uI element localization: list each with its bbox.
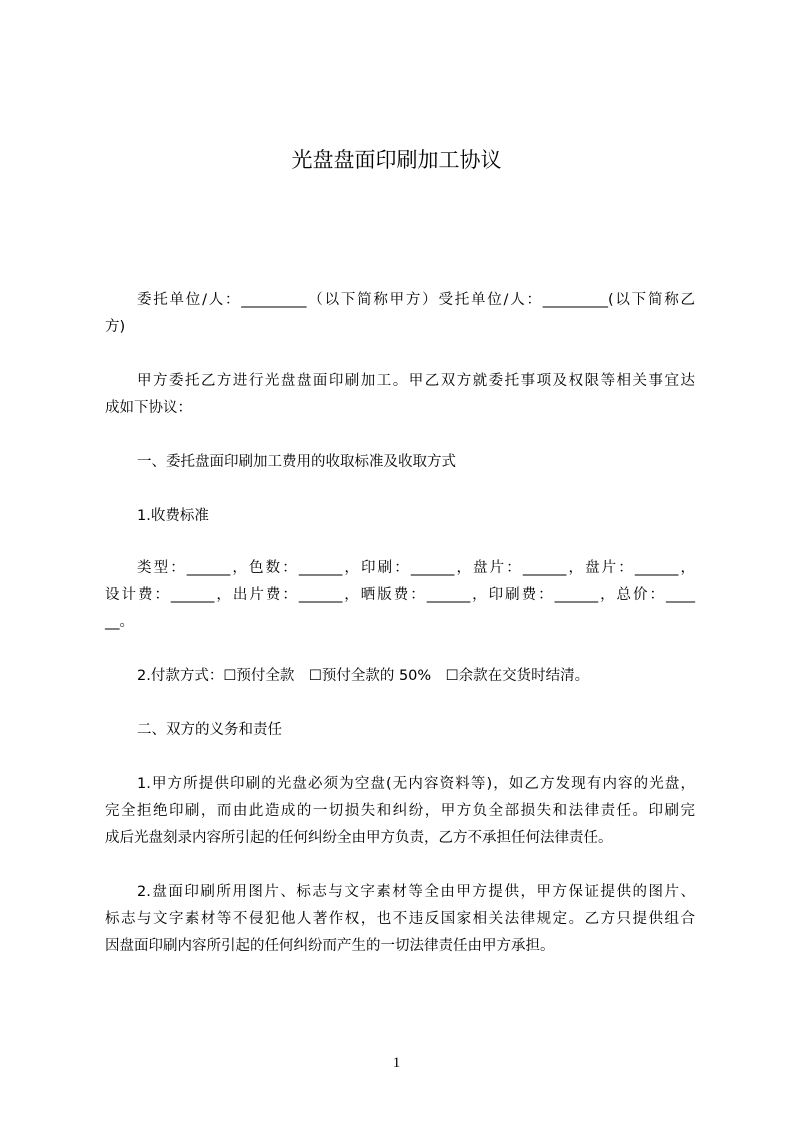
- page-number: 1: [392, 1055, 401, 1071]
- intro-line-2: 成如下协议：: [105, 400, 192, 416]
- fee-line-2: 设计费：______，出片费：______，晒版费：______，印刷费：______，总价：____: [105, 587, 695, 603]
- section2-heading: 二、双方的义务和责任: [137, 722, 282, 738]
- document-title: 光盘盘面印刷加工协议: [291, 148, 502, 172]
- parties-line-1: 委托单位/人：_________（以下简称甲方）受托单位/人：_________(以下简称乙: [137, 292, 695, 308]
- fee-line-1: 类型：______，色数：______，印刷：______，盘片：______，盘片：______，: [137, 560, 695, 576]
- duty1-line-3: 成后光盘刻录内容所引起的任何纠纷全由甲方负责，乙方不承担任何法律责任。: [105, 830, 613, 846]
- section1-heading: 一、委托盘面印刷加工费用的收取标准及收取方式: [137, 454, 456, 470]
- duty2-line-2: 标志与文字素材等不侵犯他人著作权，也不违反国家相关法律规定。乙方只提供组合: [105, 911, 695, 927]
- duty2-line-3: 因盘面印刷内容所引起的任何纠纷而产生的一切法律责任由甲方承担。: [105, 938, 555, 954]
- payment-method: 2.付款方式：☐预付全款 ☐预付全款的 50% ☐余款在交货时结清。: [137, 668, 590, 684]
- fee-standard-heading: 1.收费标准: [137, 508, 209, 524]
- duty1-line-1: 1.甲方所提供印刷的光盘必须为空盘(无内容资料等)，如乙方发现有内容的光盘，: [137, 776, 695, 792]
- fee-line-3: __。: [105, 614, 134, 630]
- duty2-line-1: 2.盘面印刷所用图片、标志与文字素材等全由甲方提供，甲方保证提供的图片、: [137, 884, 695, 900]
- intro-line-1: 甲方委托乙方进行光盘盘面印刷加工。甲乙双方就委托事项及权限等相关事宜达: [137, 373, 695, 389]
- parties-line-2: 方): [105, 319, 126, 335]
- duty1-line-2: 完全拒绝印刷，而由此造成的一切损失和纠纷，甲方负全部损失和法律责任。印刷完: [105, 803, 695, 819]
